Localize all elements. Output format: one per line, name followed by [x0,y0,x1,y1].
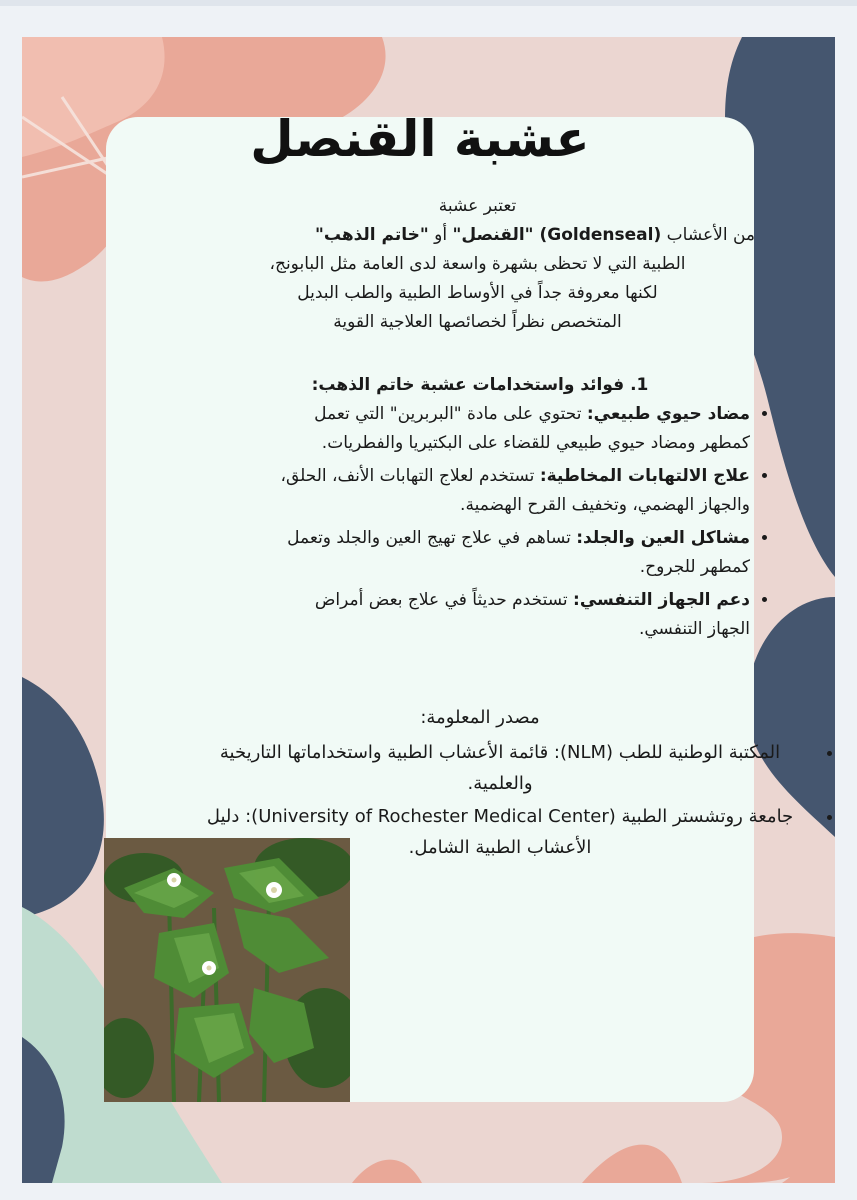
goldenseal-plant-photo [104,838,350,1102]
intro-line-5: المتخصص نظراً لخصائصها العلاجية القوية [333,312,622,332]
sources-heading: مصدر المعلومة: [420,707,540,728]
source-item: • المكتبة الوطنية للطب (NLM): قائمة الأعشاب الطبية واستخداماتها التاريخية والعلمية. [185,737,815,799]
intro-line-3: الطبية التي لا تحظى بشهرة واسعة لدى العامة مثل البابونج، [269,254,686,274]
intro-line-2: من الأعشاب (Goldenseal) "القنصل" أو "خاتم الذهب" [314,225,755,245]
benefit-item: • علاج الالتهابات المخاطية: تستخدم لعلاج التهابات الأنف، الحلق، والجهاز الهضمي، وتخفيف القرح الهضمية. [270,462,750,520]
benefit-item: • دعم الجهاز التنفسي: تستخدم حديثاً في علاج بعض أمراض الجهاز التنفسي. [270,586,750,644]
intro-line-4: لكنها معروفة جداً في الأوساط الطبية والطب البديل [297,283,658,303]
viewer-top-bar [0,0,857,6]
source-item: • جامعة روتشستر الطبية (University of Rochester Medical Center): دليل الأعشاب الطبية الشامل. [185,801,815,863]
intro-paragraph [200,192,755,337]
benefit-item: • مضاد حيوي طبيعي: تحتوي على مادة "البربرين" التي تعمل كمطهر ومضاد حيوي طبيعي للقضاء على البكتيريا والفطريات. [270,400,750,458]
page-title: عشبة القنصل [250,110,590,168]
benefit-item: • مشاكل العين والجلد: تساهم في علاج تهيج العين والجلد وتعمل كمطهر للجروح. [270,524,750,582]
intro-line-1: تعتبر عشبة [438,196,517,216]
benefits-list [270,400,790,648]
section-heading: 1. فوائد واستخدامات عشبة خاتم الذهب: [311,375,649,395]
